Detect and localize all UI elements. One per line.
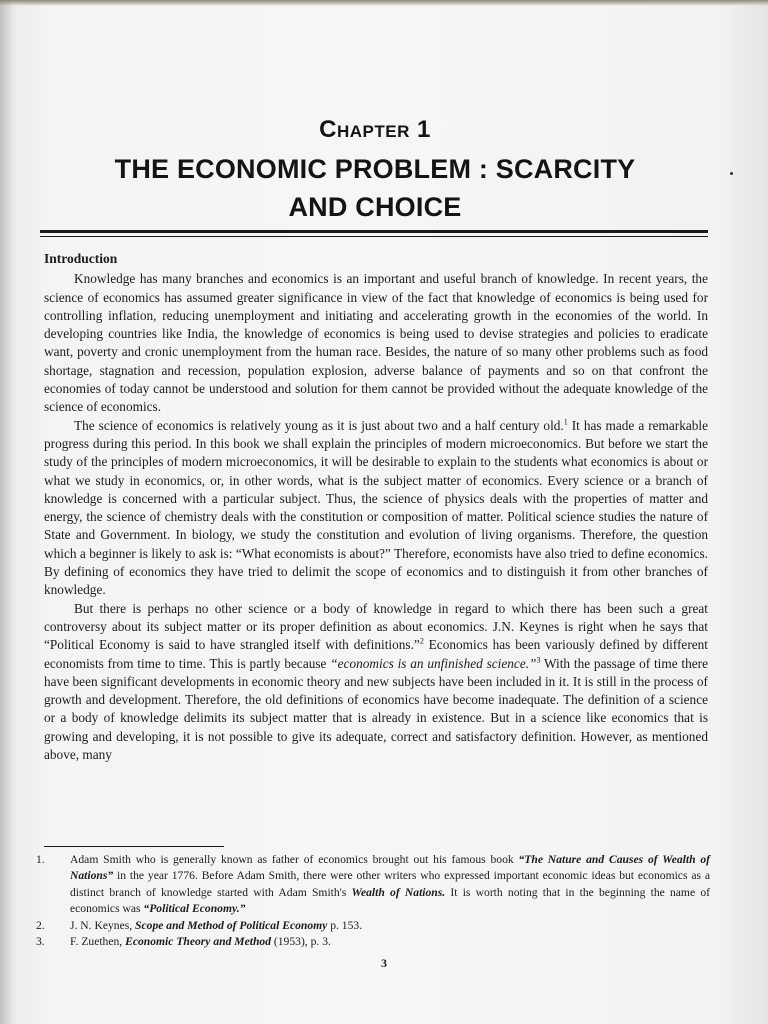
paragraph-text-run: With the passage of time there have been significant developments in economic theory and new subjects have been included in it. It is still in the process of growth and development. Therefore, the old definitions of economics have become inadequate. The definition of a science or a body of knowledge delimits its subject matter that is already in existence. But in a science like economics that is growing and developing, it is not possible to give its adequate, correct and satisfactory definition. However, as mentioned above, many bbox=[44, 655, 708, 763]
footnote bbox=[36, 852, 710, 918]
footnote bbox=[36, 918, 710, 934]
footnote-text-run: Adam Smith who is generally known as father of economics brought out his famous book bbox=[70, 853, 519, 866]
heading-rule-thin bbox=[40, 236, 708, 237]
footnote-text-emphasis: Wealth of Nations. bbox=[351, 885, 446, 899]
footnote-rule bbox=[44, 846, 224, 847]
footnote-text-run: p. 153. bbox=[327, 918, 363, 932]
paragraph-text-run: But there is perhaps no other science or a body of knowledge in regard to which there has been such a great controversy about its subject matter or its proper definition as about economics. J.N. Keynes is right when he says that “Political Economy is said to have strangled itself with definitions.” bbox=[44, 600, 708, 653]
paragraph-text-run: Economics has been variously defined by different economists from time to time. This is partly because bbox=[44, 637, 708, 671]
page-top-edge bbox=[0, 0, 768, 6]
paragraph bbox=[44, 600, 708, 765]
body-text bbox=[44, 250, 708, 764]
paragraph-text-run: The science of economics is relatively young as it is just about two and a half century old. bbox=[74, 417, 564, 433]
footnote-number: 1. bbox=[36, 853, 45, 866]
footnote-text bbox=[70, 934, 710, 950]
footnote-reference: 2 bbox=[419, 636, 424, 646]
paragraph bbox=[44, 417, 708, 600]
footnote-text-run: It is worth noting that in the beginning the name of economics was bbox=[70, 885, 710, 916]
footnote-text bbox=[70, 918, 710, 934]
footnote-reference: 1 bbox=[563, 417, 568, 427]
footnote-text-emphasis: “The Nature and Causes of Wealth of Nations” bbox=[70, 853, 711, 883]
footnote-text-run: F. Zuethen, bbox=[70, 935, 126, 949]
footnote-reference: 3 bbox=[536, 655, 541, 665]
footnote-text bbox=[70, 852, 710, 918]
paragraph-text-emphasis: “economics is an unfinished science.” bbox=[330, 655, 537, 671]
page-gutter-shadow bbox=[0, 0, 14, 1024]
paragraph bbox=[44, 270, 708, 416]
stray-mark bbox=[730, 172, 733, 175]
footnote-number: 3. bbox=[36, 935, 45, 949]
paragraph-text-run: Knowledge has many branches and economics is an important and useful branch of knowledge. In recent years, the science of economics has assumed greater significance in view of the fact that knowledge of economics is being used for controlling inflation, reducing unemployment and initiating and accelerating growth in the economies of the world. In developing countries like India, the knowledge of economics is being used to devise strategies and policies to eradicate want, poverty and cronic unemployment from the human race. Besides, the nature of so many other problems such as food shortage, stagnation and recession, population explosion, adverse balance of payments and so on that confront the economies of today cannot be understood and solution for them cannot be provided without the adequate knowledge of the science of economics. bbox=[44, 271, 708, 415]
page-number: 3 bbox=[381, 956, 387, 970]
heading-rule-thick bbox=[40, 230, 708, 233]
footnote-text-emphasis: Scope and Method of Political Economy bbox=[135, 918, 328, 932]
footnote-text-run: in the year 1776. Before Adam Smith, there were other writers who expressed important economic ideas but economics as a distinct branch of knowledge started with Adam Smith's bbox=[70, 869, 710, 899]
footnote-text-run: (1953), p. 3. bbox=[271, 935, 331, 949]
footnotes bbox=[36, 852, 710, 950]
footnote-text-emphasis: “Political Economy.” bbox=[143, 902, 246, 916]
footnote-text-emphasis: Economic Theory and Method bbox=[125, 935, 271, 949]
chapter-title-line-2: AND CHOICE bbox=[288, 192, 462, 222]
paragraph-text-run: It has made a remarkable progress during this period. In this book we shall explain the principles of modern microeconomics. But before we start the study of the principles of modern microeconomics, it will be desirable to explain to the students what economics is about or what we study in economics, or, in other words, what is the subject matter of economics. Every science or a branch of knowledge is concerned with a particular subject. Thus, the science of physics deals with the properties of matter and energy, the science of chemistry deals with the constitution or composition of matter. Political science studies the nature of State and Government. In biology, we study the constitution and evolution of living organisms. Therefore, the question which a beginner is likely to ask is: “What economists is about?” Therefore, economists have also tried to define economics. By defining of economics they have tried to delimit the scope of economics and to distinguish it from other branches of knowledge. bbox=[44, 417, 709, 598]
section-heading: Introduction bbox=[44, 251, 118, 266]
chapter-title-line-1: THE ECONOMIC PROBLEM : SCARCITY bbox=[114, 154, 636, 184]
chapter-label: Chapter 1 bbox=[319, 116, 431, 143]
footnote-text-run: J. N. Keynes, bbox=[70, 918, 136, 932]
footnote-number: 2. bbox=[36, 918, 45, 932]
footnote bbox=[36, 934, 710, 950]
chapter-heading bbox=[40, 114, 710, 226]
